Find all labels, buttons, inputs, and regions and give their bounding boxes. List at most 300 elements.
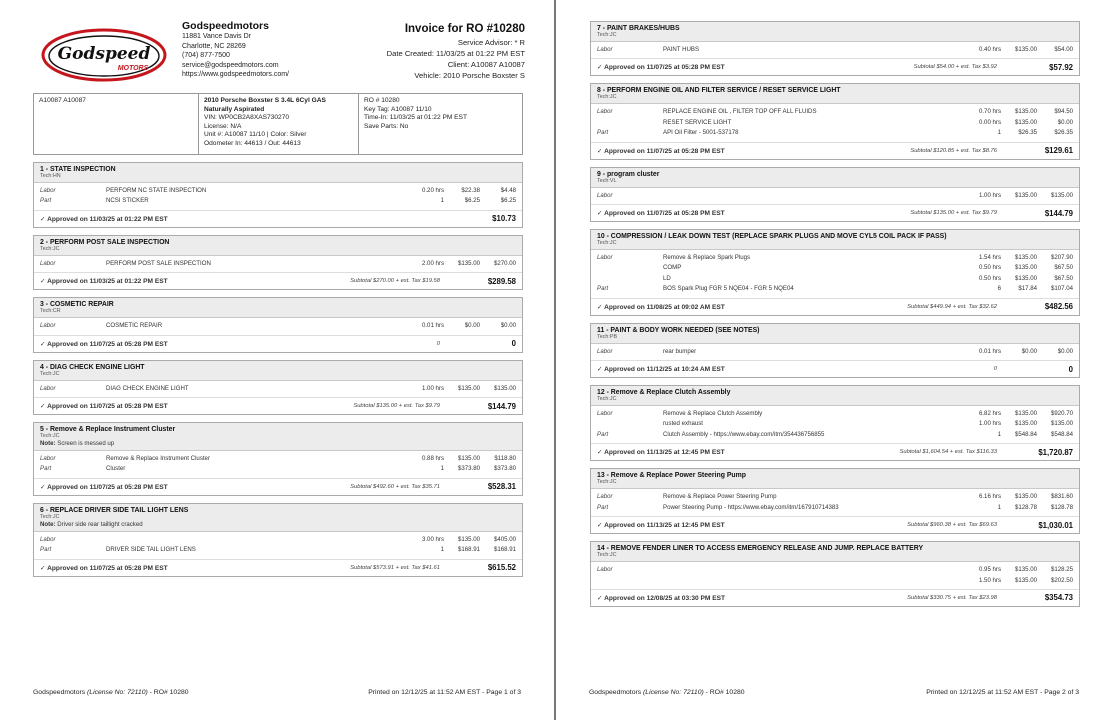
approval-text: Approved on 11/07/25 at 05:28 PM EST xyxy=(47,403,168,411)
approval-text: Approved on 11/08/25 at 09:02 AM EST xyxy=(604,303,725,311)
line-amount: $0.00 xyxy=(1057,118,1073,126)
line-amount: $168.91 xyxy=(493,546,516,554)
line-description: Clutch Assembly - https://www.ebay.com/itm/354436756855 xyxy=(663,430,825,438)
job-lines xyxy=(591,562,1079,590)
line-description: PERFORM NC STATE INSPECTION xyxy=(106,187,207,194)
invoice-summary xyxy=(387,22,525,81)
line-rate: $135.00 xyxy=(457,384,480,392)
job-tech: Tech:VL xyxy=(597,177,617,184)
footer-license: (License No: 72110) xyxy=(643,689,704,696)
line-quantity: 1.00 hrs xyxy=(978,420,1001,428)
line-amount: $54.00 xyxy=(1054,46,1073,53)
line-item xyxy=(597,253,1073,263)
job-title: 3 - COSMETIC REPAIR xyxy=(40,301,114,309)
vehicle: Vehicle: 2010 Porsche Boxster S xyxy=(414,71,525,80)
approval-status xyxy=(597,209,910,217)
job-subtotal: Subtotal $449.94 + est. Tax $32.62 xyxy=(907,303,997,310)
job-subtotal: Subtotal $270.00 + est. Tax $19.58 xyxy=(350,278,440,285)
job-title: 10 - COMPRESSION / LEAK DOWN TEST (REPLACE SPARK PLUGS AND MOVE CYL5 COIL PACK IF PASS) xyxy=(597,233,947,241)
line-amount: $26.35 xyxy=(1054,129,1073,137)
job-approval-row xyxy=(591,444,1079,460)
logo-sub-text: MOTORS xyxy=(117,65,149,72)
shop-phone: (704) 877-7500 xyxy=(182,52,230,60)
line-amount: $128.25 xyxy=(1050,566,1073,574)
line-rate: $135.00 xyxy=(1014,118,1037,126)
job-subtotal: Subtotal $135.00 + est. Tax $9.79 xyxy=(353,403,440,410)
job-subtotal: 0 xyxy=(993,366,997,373)
job-tech: Tech:CR xyxy=(40,308,61,315)
line-amount: $128.78 xyxy=(1050,503,1073,511)
job-lines xyxy=(591,104,1079,142)
line-quantity: 1.00 hrs xyxy=(978,191,1001,199)
job-total: $1,720.87 xyxy=(1038,447,1073,457)
line-type: Labor xyxy=(40,455,56,463)
job-card xyxy=(33,297,523,352)
line-item xyxy=(597,118,1073,128)
line-description: rusted exhaust xyxy=(663,420,703,428)
shop-address-2: Charlotte, NC 28269 xyxy=(182,42,246,50)
job-card xyxy=(33,162,523,228)
job-approval-row xyxy=(34,273,522,289)
line-item xyxy=(40,196,516,206)
line-rate: $135.00 xyxy=(457,455,480,463)
job-tech: Tech:JC xyxy=(597,552,617,559)
line-item xyxy=(40,535,516,545)
job-subtotal: Subtotal $120.85 + est. Tax $8.76 xyxy=(910,147,997,154)
line-quantity: 0.01 hrs xyxy=(978,347,1001,355)
line-amount: $135.00 xyxy=(1050,420,1073,428)
line-rate: $548.84 xyxy=(1014,430,1037,438)
check-icon: ✓ xyxy=(597,210,603,218)
job-header xyxy=(34,361,522,381)
line-item xyxy=(40,545,516,555)
job-title: 12 - Remove & Replace Clutch Assembly xyxy=(597,389,731,397)
approval-status xyxy=(597,147,910,155)
vehicle-odometer: Odometer In: 44613 / Out: 44613 xyxy=(204,139,301,147)
job-title: 14 - REMOVE FENDER LINER TO ACCESS EMERGENCY RELEASE AND JUMP. REPLACE BATTERY xyxy=(597,545,924,553)
line-rate: $135.00 xyxy=(1014,191,1037,199)
line-rate: $135.00 xyxy=(1014,576,1037,584)
line-item xyxy=(597,128,1073,138)
line-rate: $0.00 xyxy=(1021,347,1037,355)
job-total: $144.79 xyxy=(487,401,516,411)
shop-name: Godspeedmotors xyxy=(182,20,269,32)
approval-text: Approved on 12/08/25 at 03:30 PM EST xyxy=(604,594,726,602)
job-approval-row xyxy=(34,479,522,495)
job-card xyxy=(590,541,1080,607)
customer-name: A10087 A10087 xyxy=(39,97,86,104)
approval-status xyxy=(597,365,994,373)
line-description: RESET SERVICE LIGHT xyxy=(663,118,732,126)
line-description: LD xyxy=(663,274,671,282)
job-total: $289.58 xyxy=(487,276,516,286)
job-tech: Tech:JC xyxy=(40,433,60,440)
job-tech: Tech:HN xyxy=(40,173,61,179)
job-total: $528.31 xyxy=(487,482,516,492)
job-header xyxy=(591,324,1079,344)
line-type: Labor xyxy=(40,259,56,267)
line-description: Power Steering Pump - https://www.ebay.com/itm/167910714383 xyxy=(663,503,839,511)
line-type: Labor xyxy=(40,187,56,194)
job-tech: Tech:JC xyxy=(597,240,617,247)
line-type: Labor xyxy=(40,384,56,392)
approval-text: Approved on 11/03/25 at 01:22 PM EST xyxy=(47,278,168,286)
line-amount: $135.00 xyxy=(493,384,516,392)
job-approval-row xyxy=(591,143,1079,159)
vehicle-vin: VIN: WP0CB2A8XAS730270 xyxy=(204,114,290,122)
job-subtotal: Subtotal $54.00 + est. Tax $3.92 xyxy=(913,64,997,71)
approval-status xyxy=(597,63,914,71)
line-quantity: 0.40 hrs xyxy=(978,46,1001,53)
line-description: Cluster xyxy=(106,465,126,473)
line-rate: $135.00 xyxy=(1014,108,1037,116)
line-item xyxy=(597,419,1073,429)
approval-text: Approved on 11/07/25 at 05:28 PM EST xyxy=(604,147,725,155)
line-rate: $135.00 xyxy=(1014,264,1037,272)
line-item xyxy=(597,576,1073,586)
line-rate: $135.00 xyxy=(1014,493,1037,501)
date-created: Date Created: 11/03/25 at 01:22 PM EST xyxy=(386,49,525,58)
check-icon: ✓ xyxy=(597,64,603,72)
job-title: 1 - STATE INSPECTION xyxy=(40,166,116,173)
line-description: NCSI STICKER xyxy=(106,197,149,205)
job-lines xyxy=(34,256,522,273)
line-item xyxy=(40,384,516,394)
line-type: Labor xyxy=(597,191,613,199)
job-subtotal: Subtotal $1,604.54 + est. Tax $116.33 xyxy=(899,449,997,456)
line-quantity: 6.16 hrs xyxy=(978,493,1001,501)
shop-info xyxy=(182,22,289,79)
line-quantity: 2.00 hrs xyxy=(421,259,444,267)
job-header xyxy=(34,163,522,183)
job-total: 0 xyxy=(511,339,516,349)
job-lines xyxy=(34,183,522,211)
line-quantity: 0.50 hrs xyxy=(978,274,1001,282)
job-header xyxy=(34,504,522,532)
job-title: 13 - Remove & Replace Power Steering Pump xyxy=(597,472,746,480)
line-quantity: 0.70 hrs xyxy=(978,108,1001,116)
approval-text: Approved on 11/07/25 at 05:28 PM EST xyxy=(47,564,168,572)
job-approval-row xyxy=(591,361,1079,377)
footer-printed: Printed on 12/12/25 at 11:52 AM EST - Page 1 of 3 xyxy=(368,689,521,696)
job-lines xyxy=(591,406,1079,444)
line-description: DIAG CHECK ENGINE LIGHT xyxy=(106,384,189,392)
job-lines xyxy=(34,532,522,560)
footer-shop: Godspeedmotors xyxy=(589,689,642,696)
service-advisor: Service Advisor: * R xyxy=(457,38,525,47)
job-header xyxy=(34,298,522,318)
line-type: Part xyxy=(40,197,52,205)
line-quantity: 1 xyxy=(440,546,444,554)
job-tech: Tech:JC xyxy=(40,245,60,252)
job-approval-row xyxy=(34,336,522,352)
footer-shop: Godspeedmotors xyxy=(33,689,86,696)
job-subtotal: Subtotal $135.00 + est. Tax $9.79 xyxy=(910,210,997,217)
line-type: Labor xyxy=(40,322,56,330)
job-title: 8 - PERFORM ENGINE OIL AND FILTER SERVICE / RESET SERVICE LIGHT xyxy=(597,87,841,95)
shop-address-1: 11881 Vance Davis Dr xyxy=(182,33,251,41)
job-card xyxy=(590,167,1080,222)
check-icon: ✓ xyxy=(40,403,46,411)
job-total: $144.79 xyxy=(1044,208,1073,218)
ro-cell xyxy=(359,94,524,154)
line-rate: $22.38 xyxy=(461,187,480,194)
line-quantity: 1.50 hrs xyxy=(978,576,1001,584)
job-card xyxy=(33,422,523,496)
job-header xyxy=(34,236,522,256)
line-item xyxy=(597,492,1073,502)
job-total: 0 xyxy=(1068,364,1073,374)
line-rate: $26.35 xyxy=(1018,129,1037,137)
line-amount: $405.00 xyxy=(493,535,516,543)
time-in: Time-In: 11/03/25 at 01:22 PM EST xyxy=(364,114,467,122)
line-amount: $270.00 xyxy=(493,259,516,267)
line-rate: $373.80 xyxy=(457,465,480,473)
line-item xyxy=(597,565,1073,575)
job-note-text: Screen is messed up xyxy=(57,440,115,448)
job-card xyxy=(33,360,523,415)
check-icon: ✓ xyxy=(40,278,46,286)
approval-status xyxy=(597,594,907,602)
job-title: 6 - REPLACE DRIVER SIDE TAIL LIGHT LENS xyxy=(40,506,189,514)
line-rate: $135.00 xyxy=(1014,420,1037,428)
line-description: REPLACE ENGINE OIL , FILTER TOP OFF ALL FLUIDS xyxy=(663,108,817,116)
job-card xyxy=(590,229,1080,316)
line-item xyxy=(597,45,1073,55)
job-card xyxy=(590,468,1080,534)
line-quantity: 1 xyxy=(997,430,1001,438)
job-note-label: Note: xyxy=(40,520,56,528)
line-rate: $135.00 xyxy=(1014,46,1037,53)
line-rate: $168.91 xyxy=(457,546,480,554)
job-header xyxy=(591,22,1079,42)
line-item xyxy=(597,274,1073,284)
line-rate: $128.78 xyxy=(1014,503,1037,511)
line-rate: $135.00 xyxy=(1014,274,1037,282)
line-quantity: 6 xyxy=(997,285,1001,293)
check-icon: ✓ xyxy=(40,340,46,348)
line-amount: $920.70 xyxy=(1050,410,1073,418)
line-rate: $17.84 xyxy=(1018,285,1037,293)
line-type: Labor xyxy=(597,108,613,116)
job-total: $57.92 xyxy=(1049,62,1073,72)
line-item xyxy=(40,259,516,269)
job-tech: Tech:JC xyxy=(597,32,617,38)
line-item xyxy=(597,191,1073,201)
job-lines xyxy=(591,188,1079,205)
line-quantity: 0.01 hrs xyxy=(421,322,444,330)
job-title: 5 - Remove & Replace Instrument Cluster xyxy=(40,426,176,434)
line-item xyxy=(597,430,1073,440)
approval-text: Approved on 11/07/25 at 05:28 PM EST xyxy=(47,340,168,348)
line-type: Part xyxy=(40,546,52,554)
logo-main-text: Godspeed xyxy=(57,44,151,64)
job-title: 9 - program cluster xyxy=(597,170,660,178)
job-approval-row xyxy=(591,299,1079,315)
line-amount: $0.00 xyxy=(1057,347,1073,355)
job-total: $129.61 xyxy=(1044,146,1073,156)
line-quantity: 1 xyxy=(997,129,1001,137)
job-title: 11 - PAINT & BODY WORK NEEDED (SEE NOTES) xyxy=(597,326,760,334)
godspeed-logo xyxy=(41,24,167,84)
job-tech: Tech:JC xyxy=(597,94,617,101)
job-lines xyxy=(591,42,1079,59)
job-approval-row xyxy=(591,59,1079,75)
line-type: Labor xyxy=(597,410,613,418)
client: Client: A10087 A10087 xyxy=(447,60,525,69)
job-lines xyxy=(591,344,1079,361)
line-item xyxy=(597,409,1073,419)
line-item xyxy=(597,284,1073,294)
footer-printed: Printed on 12/12/25 at 11:52 AM EST - Page 2 of 3 xyxy=(926,689,1079,696)
line-amount: $548.84 xyxy=(1050,430,1073,438)
line-description: Remove & Replace Clutch Assembly xyxy=(663,410,763,418)
job-note-label: Note: xyxy=(40,440,56,448)
check-icon: ✓ xyxy=(597,303,603,311)
footer-license: (License No: 72110) xyxy=(87,689,148,696)
job-card xyxy=(33,503,523,577)
job-subtotal: Subtotal $573.91 + est. Tax $41.61 xyxy=(350,564,440,571)
approval-text: Approved on 11/07/25 at 05:28 PM EST xyxy=(604,64,725,72)
approval-status xyxy=(40,564,350,572)
job-header xyxy=(34,423,522,451)
job-lines xyxy=(34,451,522,479)
line-amount: $4.48 xyxy=(500,187,516,194)
line-description: COMP xyxy=(663,264,682,272)
line-description: API Oil Filter - 5001-537178 xyxy=(663,129,739,137)
job-total: $1,030.01 xyxy=(1038,520,1073,530)
line-description: PERFORM POST SALE INSPECTION xyxy=(106,259,211,267)
vehicle-aspiration: Naturally Aspirated xyxy=(204,105,265,113)
job-header xyxy=(591,84,1079,104)
line-type: Labor xyxy=(597,46,613,53)
line-amount: $94.50 xyxy=(1054,108,1073,116)
job-header xyxy=(591,469,1079,489)
line-rate: $0.00 xyxy=(464,322,480,330)
line-type: Part xyxy=(597,129,609,137)
job-subtotal: Subtotal $960.38 + est. Tax $69.63 xyxy=(907,522,997,529)
job-header xyxy=(591,168,1079,188)
check-icon: ✓ xyxy=(597,147,603,155)
check-icon: ✓ xyxy=(597,366,603,374)
line-description: rear bumper xyxy=(663,347,697,355)
line-rate: $135.00 xyxy=(457,259,480,267)
approval-text: Approved on 11/13/25 at 12:45 PM EST xyxy=(604,449,725,457)
job-lines xyxy=(591,250,1079,299)
invoice-header xyxy=(33,18,525,88)
line-type: Part xyxy=(597,503,609,511)
line-type: Labor xyxy=(597,347,613,355)
line-type: Labor xyxy=(40,535,56,543)
vehicle-cell xyxy=(199,94,359,154)
line-quantity: 0.20 hrs xyxy=(421,187,444,194)
line-amount: $6.25 xyxy=(500,197,516,205)
approval-status xyxy=(40,340,437,348)
approval-status xyxy=(597,521,907,529)
line-description: PAINT HUBS xyxy=(663,46,700,53)
line-amount: $67.50 xyxy=(1054,274,1073,282)
line-type: Labor xyxy=(597,566,613,574)
approval-text: Approved on 11/07/25 at 05:28 PM EST xyxy=(604,210,725,218)
check-icon: ✓ xyxy=(40,564,46,572)
job-approval-row xyxy=(34,560,522,576)
line-amount: $831.60 xyxy=(1050,493,1073,501)
line-description: Remove & Replace Spark Plugs xyxy=(663,254,751,262)
line-amount: $107.04 xyxy=(1050,285,1073,293)
line-item xyxy=(40,321,516,331)
job-card xyxy=(590,21,1080,76)
invoice-title: Invoice for RO #10280 xyxy=(404,23,525,35)
job-approval-row xyxy=(591,205,1079,221)
customer-cell xyxy=(34,94,199,154)
job-card xyxy=(590,385,1080,461)
approval-status xyxy=(40,402,353,410)
job-title: 2 - PERFORM POST SALE INSPECTION xyxy=(40,238,170,246)
line-quantity: 0.50 hrs xyxy=(978,264,1001,272)
key-tag: Key Tag: A10087 11/10 xyxy=(364,105,432,113)
job-header xyxy=(591,230,1079,250)
save-parts: Save Parts: No xyxy=(364,122,409,130)
vehicle-unit: Unit #: A10087 11/10 | Color: Silver xyxy=(204,131,307,139)
line-type: Part xyxy=(597,285,609,293)
job-note xyxy=(40,521,516,529)
line-description: BOS Spark Plug FGR 5 NQE04 - FGR 5 NQE04 xyxy=(663,285,794,293)
line-amount: $373.80 xyxy=(493,465,516,473)
line-rate: $6.25 xyxy=(464,197,480,205)
vehicle-title: 2010 Porsche Boxster S 3.4L 6Cyl GAS xyxy=(204,97,326,104)
vehicle-info-box xyxy=(33,93,523,155)
footer-left xyxy=(33,689,189,696)
job-header xyxy=(591,386,1079,406)
line-description: COSMETIC REPAIR xyxy=(106,322,163,330)
line-item xyxy=(597,503,1073,513)
job-subtotal: Subtotal $492.60 + est. Tax $35.71 xyxy=(350,483,440,490)
line-rate: $135.00 xyxy=(1014,254,1037,262)
line-quantity: 1 xyxy=(440,197,444,205)
line-amount: $118.80 xyxy=(494,455,516,463)
line-type: Labor xyxy=(597,254,613,262)
approval-text: Approved on 11/07/25 at 05:28 PM EST xyxy=(47,483,168,491)
check-icon: ✓ xyxy=(40,215,46,223)
check-icon: ✓ xyxy=(597,449,603,457)
job-list-page-1 xyxy=(33,162,523,584)
line-description: Remove & Replace Instrument Cluster xyxy=(106,455,210,463)
job-subtotal: 0 xyxy=(436,340,440,347)
job-card xyxy=(33,235,523,290)
ro-number: RO # 10280 xyxy=(364,97,400,104)
line-rate: $135.00 xyxy=(457,535,480,543)
job-subtotal: Subtotal $330.75 + est. Tax $23.98 xyxy=(907,594,997,601)
check-icon: ✓ xyxy=(40,483,46,491)
job-card xyxy=(590,83,1080,159)
job-approval-row xyxy=(591,590,1079,606)
line-quantity: 1.00 hrs xyxy=(421,384,444,392)
approval-status xyxy=(40,277,350,285)
line-item xyxy=(597,263,1073,273)
job-tech: Tech:JC xyxy=(40,370,60,377)
line-item xyxy=(40,454,516,464)
line-quantity: 0.00 hrs xyxy=(978,118,1001,126)
footer-ro: - RO# 10280 xyxy=(705,689,745,696)
job-note xyxy=(40,440,516,448)
job-approval-row xyxy=(34,398,522,414)
footer-left xyxy=(589,689,745,696)
line-rate: $135.00 xyxy=(1014,410,1037,418)
footer-ro: - RO# 10280 xyxy=(149,689,189,696)
line-description: DRIVER SIDE TAIL LIGHT LENS xyxy=(106,546,196,554)
approval-text: Approved on 11/12/25 at 10:24 AM EST xyxy=(604,366,725,374)
check-icon: ✓ xyxy=(597,522,603,530)
